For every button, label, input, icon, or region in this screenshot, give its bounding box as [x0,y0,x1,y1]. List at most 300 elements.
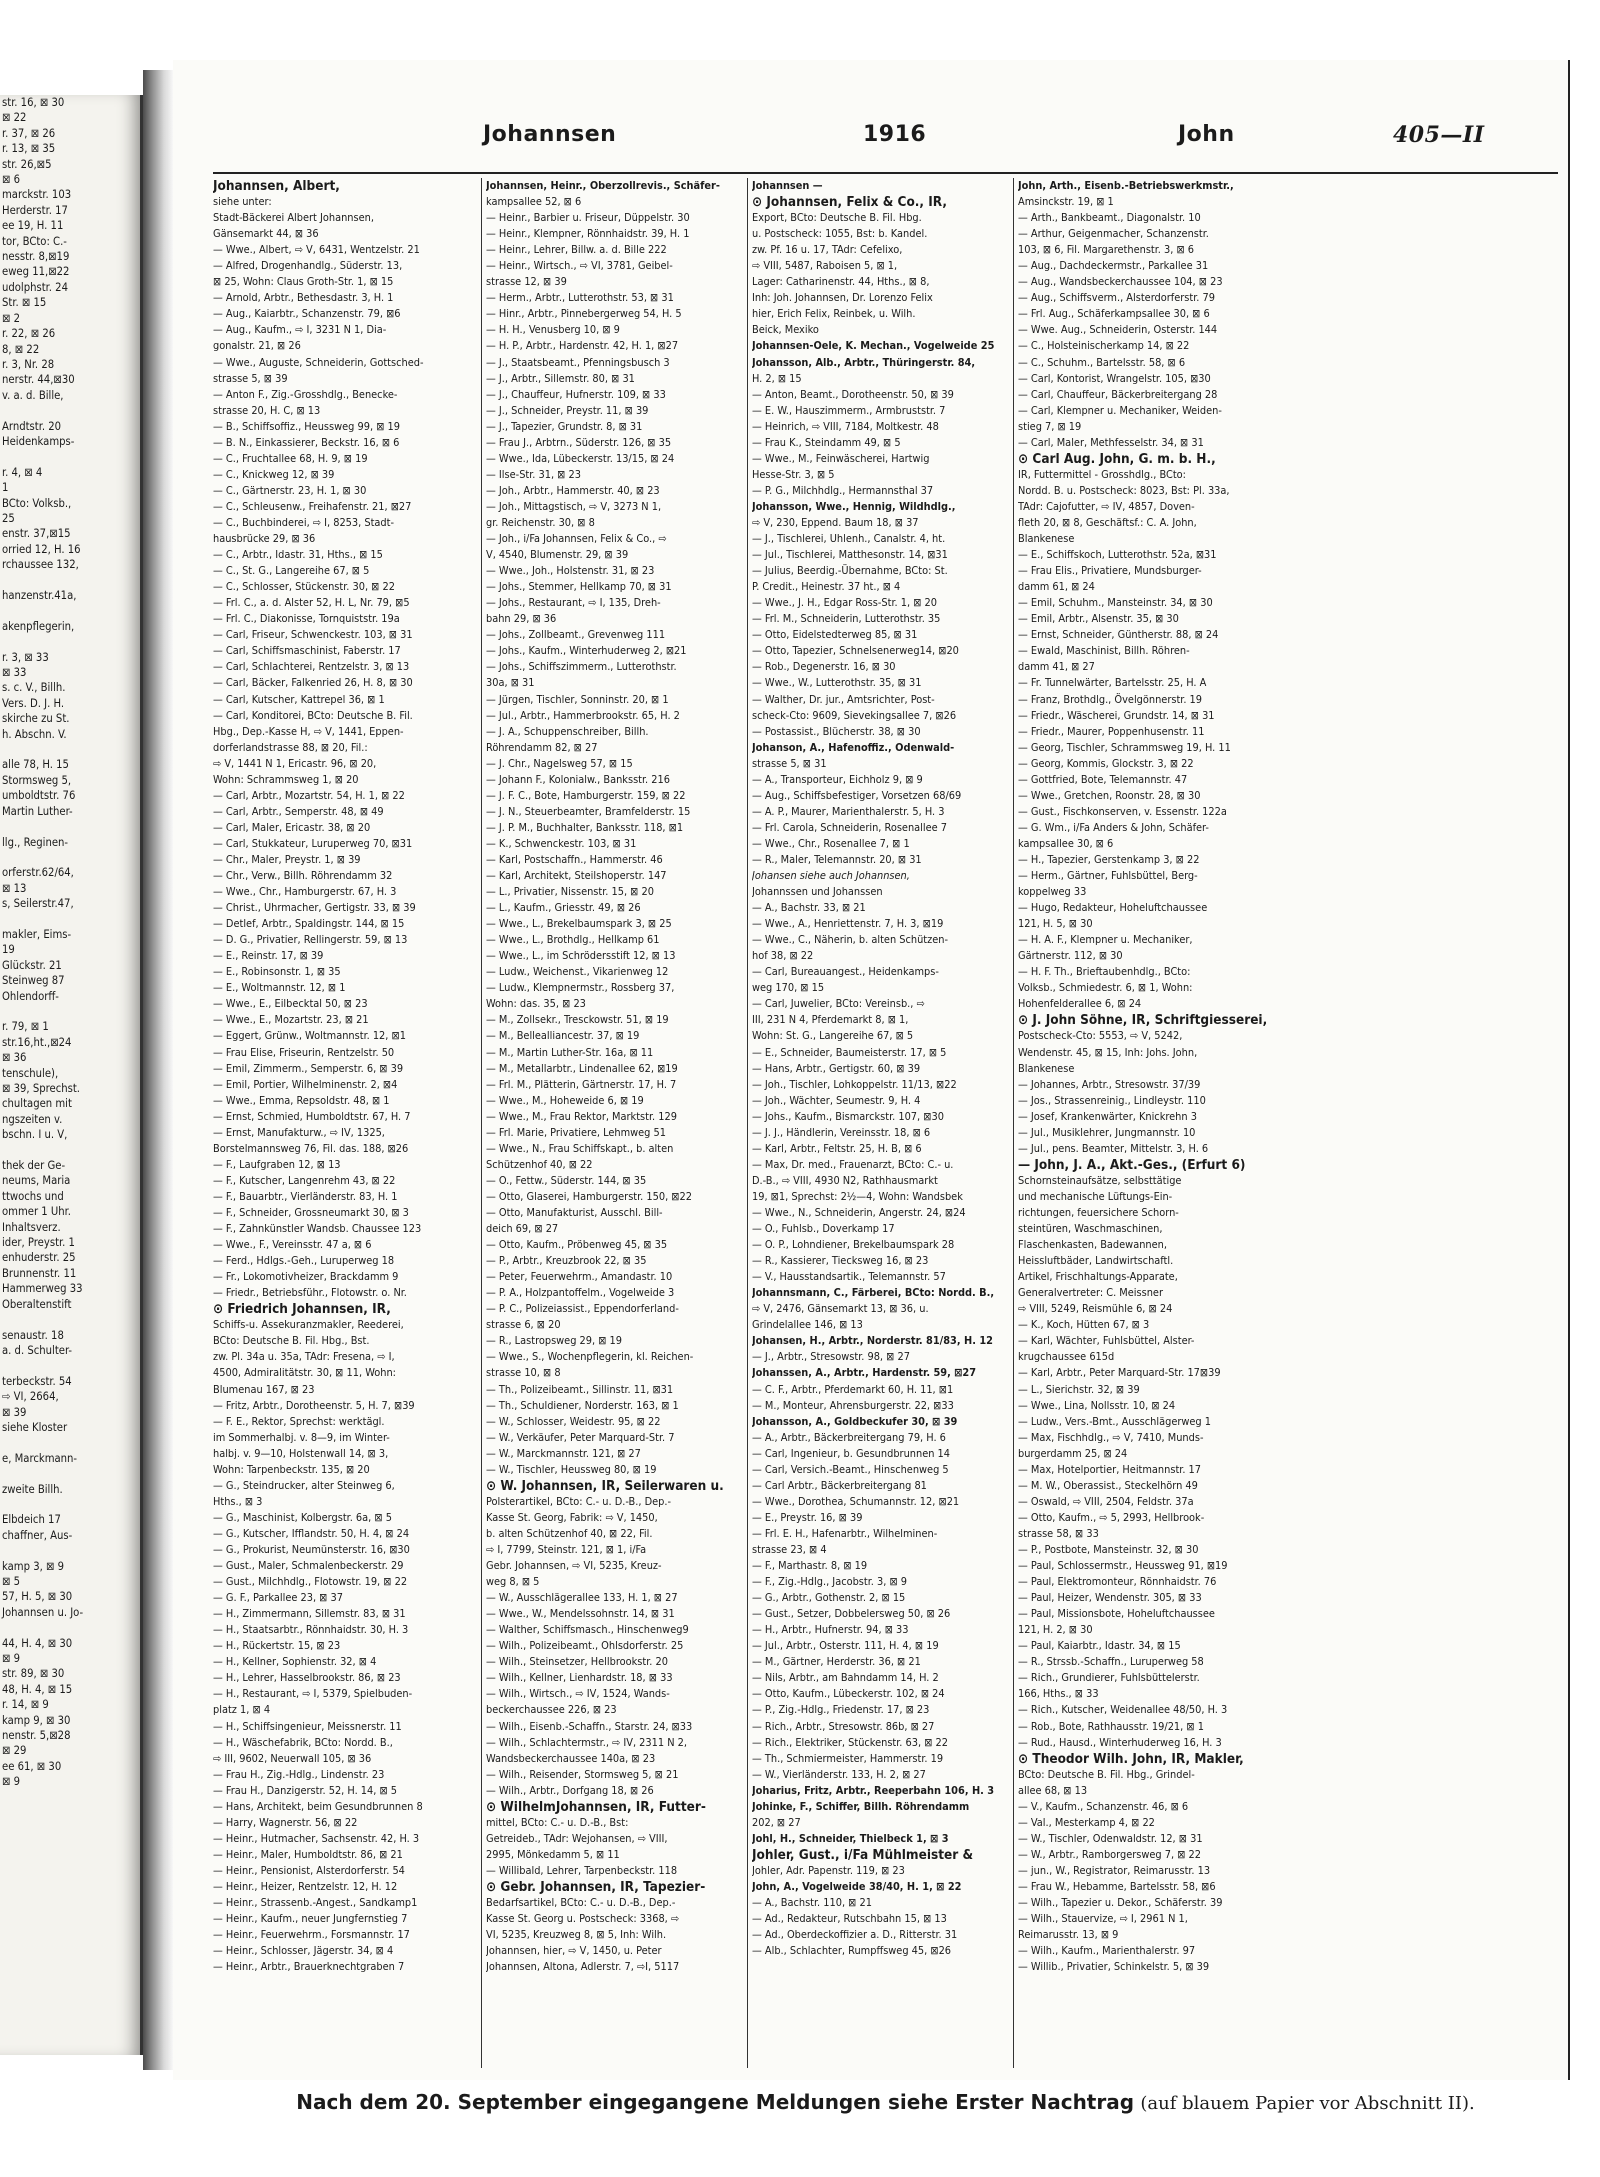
directory-entry: Grindelallee 146, ⊠ 13 [752,1318,863,1332]
directory-entry: — W., Tischler, Odenwaldstr. 12, ⊠ 31 [1018,1831,1203,1845]
facing-page-line: 25 [2,511,15,525]
directory-entry: Johler, Gust., i/Fa Mühlmeister & [752,1846,974,1863]
directory-entry: John, A., Vogelweide 38/40, H. 1, ⊠ 22 [752,1879,962,1893]
directory-entry: — E., Schneider, Baumeisterstr. 17, ⊠ 5 [752,1045,947,1059]
directory-entry: gr. Reichenstr. 30, ⊠ 8 [486,515,595,529]
directory-entry: — Johs., Stemmer, Hellkamp 70, ⊠ 31 [486,580,672,594]
directory-entry: strasse 58, ⊠ 33 [1018,1526,1099,1540]
directory-entry: Hohenfelderallee 6, ⊠ 24 [1018,997,1142,1011]
directory-entry: — Max, Hotelportier, Heitmannstr. 17 [1018,1462,1202,1476]
directory-entry: ⇨ III, 9602, Neuerwall 105, ⊠ 36 [213,1751,372,1765]
directory-entry: — Rob., Degenerstr. 16, ⊠ 30 [752,660,896,674]
directory-entry: D.-B., ⇨ VIII, 4930 N2, Rathhausmarkt [752,1173,938,1187]
directory-entry: 202, ⊠ 27 [752,1815,801,1829]
directory-entry: — Frl. M., Plätterin, Gärtnerstr. 17, H. 7 [486,1077,677,1091]
directory-entry: — Frl. Carola, Schneiderin, Rosenallee 7 [752,820,948,834]
running-header [213,122,1558,162]
directory-entry: — Friedr., Maurer, Poppenhusenstr. 11 [1018,724,1205,738]
directory-entry: — F. E., Rektor, Sprechst: werktägl. [213,1414,385,1428]
directory-entry: weg 8, ⊠ 5 [486,1575,540,1589]
directory-entry: John, Arth., Eisenb.-Betriebswerkmstr., [1018,179,1234,192]
directory-entry: — Anton F., Zig.-Grosshdlg., Benecke- [213,387,398,401]
directory-entry: — Wilh., Wirtsch., ⇨ IV, 1524, Wands- [486,1687,670,1701]
directory-entry: — Postassist., Blücherstr. 38, ⊠ 30 [752,724,921,738]
directory-entry: — H., Schiffsingenieur, Meissnerstr. 11 [213,1719,402,1733]
directory-entry: — M. W., Oberassist., Steckelhörn 49 [1018,1478,1198,1492]
directory-entry: — Rich., Arbtr., Stresowstr. 86b, ⊠ 27 [752,1719,935,1733]
facing-page-line: ⊠ 5 [2,1575,21,1588]
directory-entry: — Frau W., Hebamme, Bartelsstr. 58, ⊠6 [1018,1879,1216,1893]
directory-entry: BCto: Deutsche B. Fil. Hbg., Bst. [213,1334,370,1348]
directory-entry: — Val., Mesterkamp 4, ⊠ 22 [1018,1815,1155,1829]
directory-entry: VI, 5235, Kreuzweg 8, ⊠ 5, Inh: Wilh. [486,1928,667,1942]
facing-page-line: llg., Reginen- [2,835,69,849]
directory-entry: — Gottfried, Bote, Telemannstr. 47 [1018,772,1188,786]
directory-entry: — A., Arbtr., Bäckerbreitergang 79, H. 6 [752,1430,946,1444]
directory-entry: — M., Gärtner, Herderstr. 36, ⊠ 21 [752,1655,921,1669]
directory-entry: strasse 20, H. C, ⊠ 13 [213,403,321,417]
facing-page-line: Inhaltsverz. [2,1220,61,1234]
column-4 [1013,178,1298,2068]
directory-entry: — M., Zollsekr., Tresckowstr. 51, ⊠ 19 [486,1013,669,1027]
directory-entry: — J., Tischlerei, Uhlenh., Canalstr. 4, ht. [752,532,946,546]
directory-entry: — J., Arbtr., Sillemstr. 80, ⊠ 31 [486,371,635,385]
directory-entry: — Alb., Schlachter, Rumpffsweg 45, ⊠26 [752,1944,952,1958]
directory-entry: Hbg., Dep.-Kasse H, ⇨ V, 1441, Eppen- [213,724,404,738]
directory-entry: Beick, Mexiko [752,323,819,337]
directory-entry: — W., Marckmannstr. 121, ⊠ 27 [486,1446,641,1460]
directory-entry: — Emil, Zimmerm., Semperstr. 6, ⊠ 39 [213,1061,404,1075]
directory-entry: — Carl, Klempner u. Mechaniker, Weiden- [1018,403,1222,417]
directory-entry: — Gust., Setzer, Dobbelersweg 50, ⊠ 26 [752,1607,951,1621]
directory-entry: 121, H. 5, ⊠ 30 [1018,917,1093,931]
directory-entry: — Frau H., Zig.-Hdlg., Lindenstr. 23 [213,1767,385,1781]
directory-entry: gonalstr. 21, ⊠ 26 [213,339,301,353]
directory-entry: — Otto, Glaserei, Hamburgerstr. 150, ⊠22 [486,1189,692,1203]
directory-entry: Wohn: Tarpenbeckstr. 135, ⊠ 20 [213,1462,370,1476]
facing-page-line: zweite Billh. [2,1482,63,1496]
facing-page-line: umboldtstr. 76 [2,789,76,803]
directory-entry: Polsterartikel, BCto: C.- u. D.-B., Dep.- [486,1494,672,1508]
facing-page-line: Johannsen u. Jo- [2,1605,84,1619]
directory-entry: — Wwe., A., Henriettenstr. 7, H. 3, ⊠19 [752,917,944,931]
directory-entry: damm 61, ⊠ 24 [1018,580,1095,594]
directory-entry: 2995, Mönkedamm 5, ⊠ 11 [486,1847,620,1861]
directory-entry: — Gust., Fischkonserven, v. Essenstr. 122a [1018,804,1227,818]
directory-entry: — A., Bachstr. 110, ⊠ 21 [752,1896,872,1910]
directory-entry: — Wwe., J. H., Edgar Ross-Str. 1, ⊠ 20 [752,596,937,610]
facing-page-line: chultagen mit [2,1097,72,1111]
directory-entry: — Wwe., N., Schneiderin, Angerstr. 24, ⊠24 [752,1206,966,1219]
facing-page-line: e, Marckmann- [2,1451,78,1465]
directory-entry: — Fr., Lokomotivheizer, Brackdamm 9 [213,1270,399,1284]
directory-entry: steintüren, Waschmaschinen, [1018,1222,1163,1236]
facing-page-line: str. 89, ⊠ 30 [2,1667,65,1681]
directory-entry: — Emil, Schuhm., Mansteinstr. 34, ⊠ 30 [1018,596,1213,610]
directory-entry: — Carl, Konditorei, BCto: Deutsche B. Fil. [213,708,413,722]
directory-entry: — Emil, Arbtr., Alsenstr. 35, ⊠ 30 [1018,612,1179,626]
directory-entry: — E., Schiffskoch, Lutterothstr. 52a, ⊠31 [1018,548,1217,562]
directory-entry: dorferlandstrasse 88, ⊠ 20, Fil.: [213,740,368,754]
directory-entry: Johinke, F., Schiffer, Billh. Röhrendamm [752,1799,970,1813]
directory-entry: — G., Steindrucker, alter Steinweg 6, [213,1478,395,1492]
directory-entry: — Jul., Musiklehrer, Jungmannstr. 10 [1018,1125,1196,1139]
directory-entry: — Otto, Kaufm., ⇨ 5, 2993, Hellbrook- [1018,1510,1205,1524]
directory-entry: Gänsemarkt 44, ⊠ 36 [213,227,319,241]
directory-entry: — Otto, Manufakturist, Ausschl. Bill- [486,1206,663,1219]
facing-page-line [0,819,140,834]
facing-page-line: s. c. V., Billh. [2,681,66,695]
directory-entry: — Th., Schuldiener, Norderstr. 163, ⊠ 1 [486,1398,679,1412]
facing-page-line: Vers. D. J. H. [2,696,65,710]
directory-entry: — Paul, Kaiarbtr., Idastr. 34, ⊠ 15 [1018,1639,1181,1653]
facing-page-line: Arndtstr. 20 [2,419,62,433]
directory-entry: ⇨ I, 7799, Steinstr. 121, ⊠ 1, i/Fa [486,1542,647,1556]
directory-entry: allee 68, ⊠ 13 [1018,1783,1088,1797]
directory-entry: Flaschenkasten, Badewannen, [1018,1238,1167,1252]
directory-entry: ⊠ 25, Wohn: Claus Groth-Str. 1, ⊠ 15 [213,275,394,289]
directory-entry: — F., Laufgraben 12, ⊠ 13 [213,1157,341,1171]
directory-entry: kampsallee 30, ⊠ 6 [1018,836,1114,850]
facing-page-line: 57, H. 5, ⊠ 30 [2,1590,73,1604]
directory-entry: — Paul, Elektromonteur, Rönnhaidstr. 76 [1018,1575,1217,1589]
facing-page-line: eweg 11,⊠22 [2,265,70,279]
facing-page-line [0,1466,140,1481]
facing-page-line: bschn. I u. V, [2,1128,68,1142]
directory-entry: — Heinrich, ⇨ VIII, 7184, Moltkestr. 48 [752,419,939,433]
facing-page-line: Brunnenstr. 11 [2,1266,77,1280]
directory-entry: — Otto, Eidelstedterweg 85, ⊠ 31 [752,628,918,642]
directory-entry: — Johs., Kaufm., Winterhuderweg 2, ⊠21 [486,644,687,658]
directory-entry: deich 69, ⊠ 27 [486,1222,559,1236]
directory-entry: — Friedr., Betriebsführ., Flotowstr. o. Nr. [213,1286,407,1300]
directory-entry: — Wwe., L., im Schrödersstift 12, ⊠ 13 [486,949,676,963]
directory-entry: Johansson, Wwe., Hennig, Wildhdlg., [752,499,956,513]
facing-page-line: str. 16, ⊠ 30 [2,96,65,109]
directory-entry: — C., St. G., Langereihe 67, ⊠ 5 [213,564,370,578]
directory-entry: ⊙ W. Johannsen, IR, Seilerwaren u. [486,1477,724,1494]
facing-page-line [0,403,140,418]
directory-entry: — Arth., Bankbeamt., Diagonalstr. 10 [1018,211,1201,225]
directory-entry: — F., Schneider, Grossneumarkt 30, ⊠ 3 [213,1206,409,1219]
directory-entry: — Carl, Maler, Methfesselstr. 34, ⊠ 31 [1018,435,1204,449]
directory-entry: — Carl, Stukkateur, Luruperweg 70, ⊠31 [213,836,413,850]
directory-entry: — Johannes, Arbtr., Stresowstr. 37/39 [1018,1077,1201,1091]
directory-entry: — Ernst, Schneider, Güntherstr. 88, ⊠ 24 [1018,628,1219,642]
directory-entry: Borstelmannsweg 76, Fil. das. 188, ⊠26 [213,1141,409,1155]
header-last-name: John [1178,122,1235,147]
facing-page-line: ⊠ 39 [2,1405,27,1419]
directory-entry: zw. Pl. 34a u. 35a, TAdr: Fresena, ⇨ I, [213,1350,395,1364]
facing-page-line: r. 14, ⊠ 9 [2,1698,49,1712]
directory-entry: — Franz, Brothdlg., Övelgönnerstr. 19 [1018,692,1203,706]
facing-page-line: Steinweg 87 [2,974,65,988]
facing-page-line: ⊠ 36 [2,1051,27,1065]
facing-page-line [0,449,140,464]
directory-entry: — C., Holsteinischerkamp 14, ⊠ 22 [1018,339,1190,353]
directory-entry: — Wwe., Emma, Repsoldstr. 48, ⊠ 1 [213,1093,390,1107]
facing-page-line: ngszeiten v. [2,1112,63,1126]
directory-entry: — Herm., Gärtner, Fuhlsbüttel, Berg- [1018,869,1198,883]
directory-entry: Wendenstr. 45, ⊠ 15, Inh: Johs. John, [1018,1045,1198,1059]
facing-page-line: ⊠ 22 [2,111,27,125]
facing-page-line: akenpflegerin, [2,619,75,633]
directory-entry: strasse 10, ⊠ 8 [486,1366,561,1380]
directory-entry: — P., Arbtr., Kreuzbrook 22, ⊠ 35 [486,1254,647,1268]
facing-page-line [0,1497,140,1512]
directory-entry: Johannssen und Johanssen [752,885,883,899]
directory-entry: — Wwe., W., Lutterothstr. 35, ⊠ 31 [752,676,922,690]
directory-entry: — Heinr., Pensionist, Alsterdorferstr. 54 [213,1863,405,1877]
facing-page-line: v. a. d. Bille, [2,388,64,402]
directory-entry: — Johann F., Kolonialw., Banksstr. 216 [486,772,670,786]
facing-page-line: Stormsweg 5, [2,773,72,787]
directory-entry: — Hinr., Arbtr., Pinnebergerweg 54, H. 5 [486,307,682,321]
facing-page-line: senaustr. 18 [2,1328,64,1342]
directory-entry: Johannsen, hier, ⇨ V, 1450, u. Peter [486,1944,662,1958]
directory-entry: Artikel, Frischhaltungs-Apparate, [1018,1270,1178,1284]
directory-entry: — Otto, Kaufm., Lübeckerstr. 102, ⊠ 24 [752,1687,945,1701]
directory-entry: — Wilh., Tapezier u. Dekor., Schäferstr. 39 [1018,1896,1223,1910]
directory-entry: — Wwe., Auguste, Schneiderin, Gottsched- [213,355,424,369]
directory-entry: — Ad., Oberdeckoffizier a. D., Ritterstr. 31 [752,1928,958,1942]
directory-entry: — Heinr., Klempner, Rönnhaidstr. 39, H. 1 [486,227,690,241]
directory-entry: Johannsen — [752,179,823,192]
facing-page-line [0,1004,140,1019]
directory-entry: stieg 7, ⊠ 19 [1018,419,1082,433]
directory-entry: — G., Kutscher, Ifflandstr. 50, H. 4, ⊠ 24 [213,1526,410,1540]
facing-page-line: ⇨ VI, 2664, [2,1390,59,1404]
directory-entry: — J., Chauffeur, Hufnerstr. 109, ⊠ 33 [486,387,666,401]
facing-page-line: hanzenstr.41a, [2,589,77,602]
directory-entry: — W., Tischler, Heussweg 80, ⊠ 19 [486,1462,657,1476]
facing-page-line: r. 37, ⊠ 26 [2,126,56,140]
directory-entry: fleth 20, ⊠ 8, Geschäftsf.: C. A. John, [1018,515,1197,529]
directory-entry: — Wwe., F., Vereinsstr. 47 a, ⊠ 6 [213,1238,372,1252]
directory-entry: — Frau K., Steindamm 49, ⊠ 5 [752,435,901,449]
directory-entry: — Wilh., Steinsetzer, Hellbrookstr. 20 [486,1655,668,1669]
directory-entry: — Frau J., Arbtrn., Süderstr. 126, ⊠ 35 [486,435,672,449]
directory-entry: — Christ., Uhrmacher, Gertigstr. 33, ⊠ 39 [213,901,416,915]
directory-entry: — Wilh., Schlachtermstr., ⇨ IV, 2311 N 2, [486,1735,687,1749]
directory-entry: ⇨ V, 2476, Gänsemarkt 13, ⊠ 36, u. [752,1302,929,1316]
directory-entry: — Wwe., Dorothea, Schumannstr. 12, ⊠21 [752,1494,960,1508]
directory-entry: — Walther, Dr. jur., Amtsrichter, Post- [752,692,935,706]
directory-entry: — P., Zig.-Hdlg., Friedenstr. 17, ⊠ 23 [752,1703,930,1717]
directory-entry: — Wwe., L., Brothdlg., Hellkamp 61 [486,933,660,947]
directory-entry: — Johs., Schiffszimmerm., Lutterothstr. [486,660,677,674]
directory-entry: — A. P., Maurer, Marienthalerstr. 5, H. 3 [752,804,945,818]
directory-entry: — Carl, Kontorist, Wrangelstr. 105, ⊠30 [1018,371,1211,385]
directory-entry: — Arthur, Geigenmacher, Schanzenstr. [1018,227,1209,241]
directory-entry: — F., Zig.-Hdlg., Jacobstr. 3, ⊠ 9 [752,1575,907,1589]
directory-entry: — Karl, Architekt, Steilshoperstr. 147 [486,869,667,883]
directory-entry: — Aug., Schiffsverm., Alsterdorferstr. 79 [1018,291,1215,305]
directory-entry: — Wwe. Aug., Schneiderin, Osterstr. 144 [1018,323,1218,337]
directory-entry: Johansen siehe auch Johannsen, [752,869,910,883]
facing-page-line: 8, ⊠ 22 [2,342,40,356]
directory-entry: — Rich., Grundierer, Fuhlsbüttelerstr. [1018,1671,1200,1685]
directory-entry: Hths., ⊠ 3 [213,1494,263,1508]
directory-entry: Amsinckstr. 19, ⊠ 1 [1018,195,1114,209]
facing-page-line: ⊠ 9 [2,1775,21,1789]
directory-entry: Kasse St. Georg u. Postscheck: 3368, ⇨ [486,1912,680,1926]
directory-entry: Bedarfsartikel, BCto: C.- u. D.-B., Dep.- [486,1896,676,1910]
directory-entry: — C., Buchbinderei, ⇨ I, 8253, Stadt- [213,515,395,529]
directory-entry: Gärtnerstr. 112, ⊠ 30 [1018,949,1123,963]
facing-page-line: r. 3, Nr. 28 [2,357,55,371]
directory-entry: — G., Prokurist, Neumünsterstr. 16, ⊠30 [213,1542,410,1556]
directory-entry: — Georg, Kommis, Glockstr. 3, ⊠ 22 [1018,756,1194,770]
directory-entry: — Jul., Arbtr., Osterstr. 111, H. 4, ⊠ 19 [752,1639,939,1653]
facing-page-line [0,1543,140,1558]
directory-entry: — Wilh., Kaufm., Marienthalerstr. 97 [1018,1944,1196,1958]
directory-entry: — C., Knickweg 12, ⊠ 39 [213,467,335,481]
directory-entry: — Carl, Schlachterei, Rentzelstr. 3, ⊠ 13 [213,660,410,674]
directory-entry: — J., Arbtr., Stresowstr. 98, ⊠ 27 [752,1350,910,1364]
directory-entry: — H. A. F., Klempner u. Mechaniker, [1018,933,1193,947]
directory-entry: Generalvertreter: C. Meissner [1018,1286,1163,1300]
directory-entry: — J. N., Steuerbeamter, Bramfelderstr. 15 [486,804,691,818]
directory-entry: — H. H., Venusberg 10, ⊠ 9 [486,323,620,337]
directory-entry: Nordd. B. u. Postscheck: 8023, Bst: Pl. 33a, [1018,483,1230,497]
facing-page-line: ⊠ 29 [2,1744,27,1758]
directory-entry: Johansson, A., Goldbeckufer 30, ⊠ 39 [752,1414,958,1428]
directory-entry: — Wilh., Arbtr., Dorfgang 18, ⊠ 26 [486,1783,654,1797]
directory-entry: — F., Kutscher, Langenrehm 43, ⊠ 22 [213,1173,396,1187]
facing-page-line: r. 79, ⊠ 1 [2,1020,49,1034]
directory-entry: — M., Martin Luther-Str. 16a, ⊠ 11 [486,1045,654,1059]
facing-page-line: rchaussee 132, [2,558,79,572]
directory-entry: Schornsteinaufsätze, selbsttätige [1018,1173,1182,1187]
directory-entry: damm 41, ⊠ 27 [1018,660,1095,674]
directory-entry: — Gust., Milchhdlg., Flotowstr. 19, ⊠ 22 [213,1575,408,1589]
facing-page-line: orried 12, H. 16 [2,542,81,556]
footer-note-bold: Nach dem 20. September eingegangene Meldungen siehe Erster Nachtrag [296,2090,1135,2114]
directory-entry: b. alten Schützenhof 40, ⊠ 22, Fil. [486,1526,653,1540]
facing-page-line: a. d. Schulter- [2,1343,73,1357]
directory-entry: Johannsen-Oele, K. Mechan., Vogelweide 25 [752,339,995,353]
directory-entry: — Wwe., C., Näherin, b. alten Schützen- [752,933,949,947]
directory-entry: — H., Arbtr., Hufnerstr. 94, ⊠ 33 [752,1623,909,1637]
directory-entry: H. 2, ⊠ 15 [752,371,802,385]
facing-page-line: thek der Ge- [2,1159,66,1173]
directory-entry: — Frl. Aug., Schäferkampsallee 30, ⊠ 6 [1018,307,1210,321]
directory-entry: Johl, H., Schneider, Thielbeck 1, ⊠ 3 [752,1831,949,1845]
directory-entry: — Rich., Kutscher, Weidenallee 48/50, H. 3 [1018,1703,1228,1717]
facing-page-line [0,1435,140,1450]
directory-entry: — Th., Schmiermeister, Hammerstr. 19 [752,1751,944,1765]
directory-entry: — Frl. C., Diakonisse, Tornquiststr. 19a [213,612,400,626]
directory-entry: — Fritz, Arbtr., Dorotheenstr. 5, H. 7, ⊠39 [213,1398,415,1412]
directory-entry: — Hugo, Redakteur, Hoheluftchaussee [1018,901,1208,915]
directory-entry: — Aug., Kaufm., ⇨ I, 3231 N 1, Dia- [213,323,387,337]
facing-page-line: Heidenkamps- [2,434,75,448]
directory-entry: — Aug., Wandsbeckerchaussee 104, ⊠ 23 [1018,275,1223,289]
directory-entry: — Rich., Elektriker, Stückenstr. 63, ⊠ 22 [752,1735,948,1749]
facing-page-line [0,1358,140,1373]
footer-note [213,2090,1558,2124]
facing-page-line: enstr. 37,⊠15 [2,527,71,541]
facing-page-line: 48, H. 4, ⊠ 15 [2,1682,73,1696]
header-rule [213,172,1558,174]
directory-entry: — Wwe., Albert, ⇨ V, 6431, Wentzelstr. 21 [213,243,420,257]
directory-entry: — Harry, Wagnerstr. 56, ⊠ 22 [213,1815,358,1829]
directory-entry: ⇨ V, 230, Eppend. Baum 18, ⊠ 37 [752,515,919,529]
directory-entry: — D. G., Privatier, Rellingerstr. 59, ⊠ 13 [213,933,408,947]
directory-entry: — V., Hausstandsartik., Telemannstr. 57 [752,1270,946,1284]
directory-entry: — O., Fuhlsb., Doverkamp 17 [752,1222,895,1236]
directory-entry: — Wwe., Gretchen, Roonstr. 28, ⊠ 30 [1018,788,1201,802]
directory-entry: — P., Postbote, Mansteinstr. 32, ⊠ 30 [1018,1542,1199,1556]
directory-entry: Johannsen, Altona, Adlerstr. 7, ⇨I, 5117 [486,1960,680,1974]
directory-entry: — Jos., Strassenreinig., Lindleystr. 110 [1018,1093,1206,1107]
directory-entry: — E. W., Hauszimmerm., Armbruststr. 7 [752,403,946,417]
directory-entry: Reimarusstr. 13, ⊠ 9 [1018,1928,1119,1942]
directory-entry: Johanssen, A., Arbtr., Hardenstr. 59, ⊠27 [752,1366,977,1380]
directory-entry: TAdr: Cajofutter, ⇨ IV, 4857, Doven- [1018,499,1195,513]
facing-page-line [0,603,140,618]
directory-entry: — Ernst, Manufakturw., ⇨ IV, 1325, [213,1125,385,1139]
directory-entry: — R., Maler, Telemannstr. 20, ⊠ 31 [752,852,922,866]
directory-entry: — Carl, Arbtr., Mozartstr. 54, H. 1, ⊠ 22 [213,788,405,802]
directory-entry: Wandsbeckerchaussee 140a, ⊠ 23 [486,1751,656,1765]
directory-entry: ⊙ Johannsen, Felix & Co., IR, [752,194,947,211]
directory-entry: — V., Kaufm., Schanzenstr. 46, ⊠ 6 [1018,1799,1189,1813]
facing-page-line: ommer 1 Uhr. [2,1205,71,1219]
directory-entry: — E., Robinsonstr. 1, ⊠ 35 [213,965,341,979]
directory-entry: — Carl, Juwelier, BCto: Vereinsb., ⇨ [752,997,925,1011]
directory-entry: 121, H. 2, ⊠ 30 [1018,1623,1093,1637]
directory-entry: — G. Wm., i/Fa Anders & John, Schäfer- [1018,820,1209,834]
directory-entry: Lager: Catharinenstr. 44, Hths., ⊠ 8, [752,275,930,289]
directory-entry: — H., Wäschefabrik, BCto: Nordd. B., [213,1735,393,1749]
facing-page-line: Ohlendorff- [2,989,59,1003]
directory-page [173,60,1570,2114]
directory-entry: — Th., Polizeibeamt., Sillinstr. 11, ⊠31 [486,1382,674,1396]
facing-page-line: ⊠ 2 [2,311,21,325]
directory-entry: burgerdamm 25, ⊠ 24 [1018,1446,1128,1460]
directory-entry: — Wilh., Kellner, Lienhardstr. 18, ⊠ 33 [486,1671,673,1685]
directory-entry: kampsallee 52, ⊠ 6 [486,195,582,209]
directory-entry: — Max, Fischhdlg., ⇨ V, 7410, Munds- [1018,1430,1204,1444]
directory-entry: — J. A., Schuppenschreiber, Billh. [486,724,649,738]
directory-entry: — Wilh., Reisender, Stormsweg 5, ⊠ 21 [486,1767,679,1781]
facing-page-line: nenstr. 5,⊠28 [2,1729,71,1743]
directory-entry: — Frl. C., a. d. Alster 52, H. L, Nr. 79, ⊠5 [213,596,410,610]
directory-entry: scheck-Cto: 9609, Sievekingsallee 7, ⊠26 [752,708,957,722]
book-gutter [143,70,173,2070]
directory-entry: weg 170, ⊠ 15 [752,981,825,995]
directory-entry: — Carl, Maler, Ericastr. 38, ⊠ 20 [213,820,371,834]
directory-entry: — W., Verkäufer, Peter Marquard-Str. 7 [486,1430,675,1444]
directory-entry: 4500, Admiralitätstr. 30, ⊠ 11, Wohn: [213,1366,396,1380]
directory-entry: — C., Fruchtallee 68, H. 9, ⊠ 19 [213,451,368,465]
facing-page-line: r. 22, ⊠ 26 [2,327,56,341]
facing-page-line: terbeckstr. 54 [2,1374,72,1388]
directory-entry: — Wwe., E., Eilbecktal 50, ⊠ 23 [213,997,368,1011]
directory-entry: — Carl, Bureauangest., Heidenkamps- [752,965,939,979]
directory-entry: — Alfred, Drogenhandlg., Süderstr. 13, [213,259,403,273]
facing-page-line: 19 [2,943,15,957]
directory-entry: Gebr. Johannsen, ⇨ VI, 5235, Kreuz- [486,1559,662,1573]
directory-entry: — R., Kassierer, Tiecksweg 16, ⊠ 23 [752,1254,929,1268]
directory-entry: — Wilh., Polizeibeamt., Ohlsdorferstr. 25 [486,1639,684,1653]
directory-entry: — Aug., Schiffsbefestiger, Vorsetzen 68/69 [752,788,962,802]
directory-entry: — Carl, Versich.-Beamt., Hinschenweg 5 [752,1462,949,1476]
directory-entry: — Frl. E. H., Hafenarbtr., Wilhelminen- [752,1526,938,1540]
facing-page-line [0,634,140,649]
